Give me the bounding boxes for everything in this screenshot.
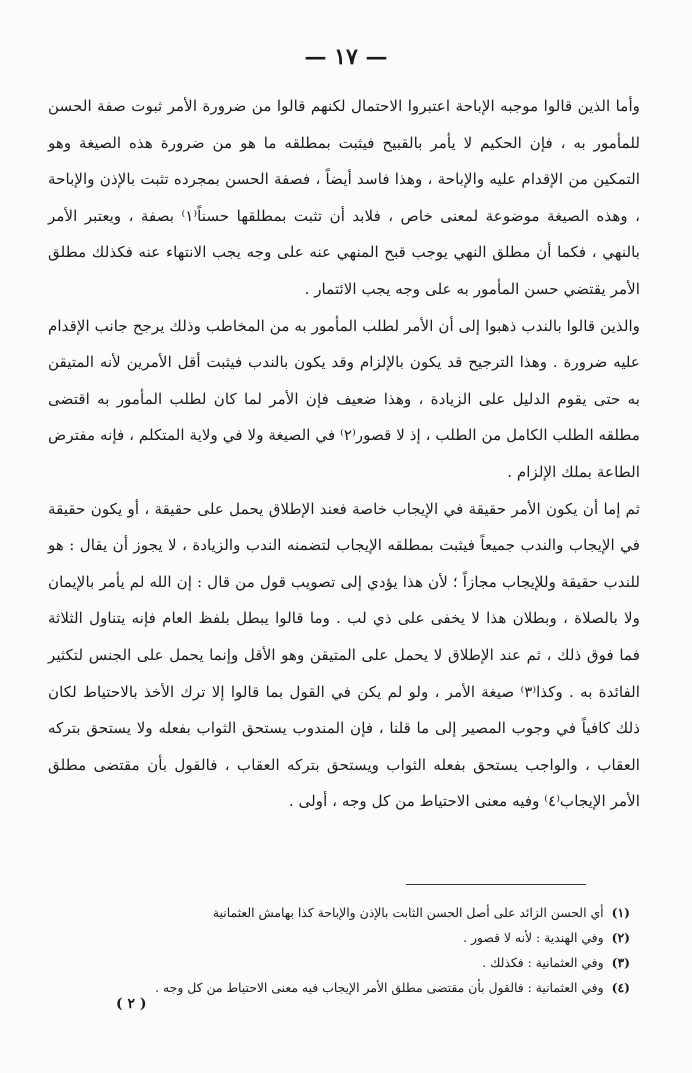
footnote-number: (٢) xyxy=(611,930,630,945)
paragraph: ثم إما أن يكون الأمر حقيقة في الإيجاب خاصة فعند الإطلاق يحمل على حقيقة ، أو يكون حقيقة في الإيجاب والندب جميعاً فيثبت بمطلقه الإيجاب لتضمنه الندب والزيادة ، لا يجوز أن يقال : هو للندب حقيقة وللإيجاب مجازاً ؛ لأن هذا يؤدي إلى تصويب قول من قال : إن الله لم يأمر بالإيمان ولا بالصلاة ، وبطلان هذا لا يخفى على ذي لب . وما قالوا يبطل بلفظ العام فإنه يتناول الثلاثة فما فوق ذلك ، ثم عند الإطلاق لا يحمل على المتيقن وهو الأقل وإنما يحمل على الجنس لتكثير الفائدة به . وكذا⁽٣⁾ صيغة الأمر ، ولو لم يكن في القول بما قالوا إلا ترك الأخذ بالاحتياط لكان ذلك كافياً في وجوب المصير إلى ما قلنا ، فإن المندوب يستحق الثواب بفعله ولا يستحق بتركه العقاب ، والواجب يستحق بفعله الثواب ويستحق بتركه العقاب ، فالقول بأن مقتضى مطلق الأمر الإيجاب⁽٤⁾ وفيه معنى الاحتياط من كل وجه ، أولى . xyxy=(48,499,640,811)
footnote xyxy=(70,950,630,975)
signature-mark: ( ٢ ) xyxy=(116,996,147,1012)
footnote-text: وفي العثمانية : فالقول بأن مقتضى مطلق الأمر الإيجاب فيه معنى الاحتياط من كل وجه . xyxy=(155,980,604,995)
paragraph: وأما الذين قالوا موجبه الإباحة اعتبروا الاحتمال لكنهم قالوا من ضرورة الأمر ثبوت صفة الحسن للمأمور به ، فإن الحكيم لا يأمر بالقبيح فيثبت بمطلقه ما هو من ضرورة هذه الصيغة وهو التمكين من الإقدام عليه والإباحة ، وهذا فاسد أيضاً ، فصفة الحسن بمجرده تثبت بالإذن والإباحة ، وهذه الصيغة موضوعة لمعنى خاص ، فلابد أن تثبت بمطلقها حسناً⁽١⁾ بصفة ، ويعتبر الأمر بالنهي ، فكما أن مطلق النهي يوجب قبح المنهي عنه على وجه يجب الانتهاء عنه فكذلك مطلق الأمر يقتضي حسن المأمور به على وجه يجب الائتمار . xyxy=(48,97,640,298)
footnote-number: (٤) xyxy=(611,980,630,995)
footnotes xyxy=(70,900,630,1000)
page-number: — ١٧ — xyxy=(304,44,388,70)
footnote xyxy=(70,900,630,925)
paragraph: والذين قالوا بالندب ذهبوا إلى أن الأمر لطلب المأمور به من المخاطب وذلك يرجح جانب الإقدام عليه ضرورة . وهذا الترجيح قد يكون بالإلزام وقد يكون بالندب فيثبت أقل الأمرين لأنه المتيقن به حتى يقوم الدليل على الزيادة ، وهذا ضعيف فإن الأمر لما كان لطلب المأمور به اقتضى مطلقه الطلب الكامل من الطلب ، إذ لا قصور⁽٢⁾ في الصيغة ولا في ولاية المتكلم ، فإنه مفترض الطاعة بملك الإلزام . xyxy=(48,316,640,481)
footnote-text: أي الحسن الزائد على أصل الحسن الثابت بالإذن والإباحة كذا بهامش العثمانية xyxy=(212,905,604,920)
footnote-number: (١) xyxy=(611,905,630,920)
footnote-text: وفي العثمانية : فكذلك . xyxy=(482,955,604,970)
footnote-number: (٣) xyxy=(611,955,630,970)
footnote-text: وفي الهندية : لأنه لا قصور . xyxy=(463,930,604,945)
footnote xyxy=(70,925,630,950)
main-text xyxy=(48,88,640,820)
footnote xyxy=(70,975,630,1000)
footnote-separator xyxy=(406,884,586,885)
